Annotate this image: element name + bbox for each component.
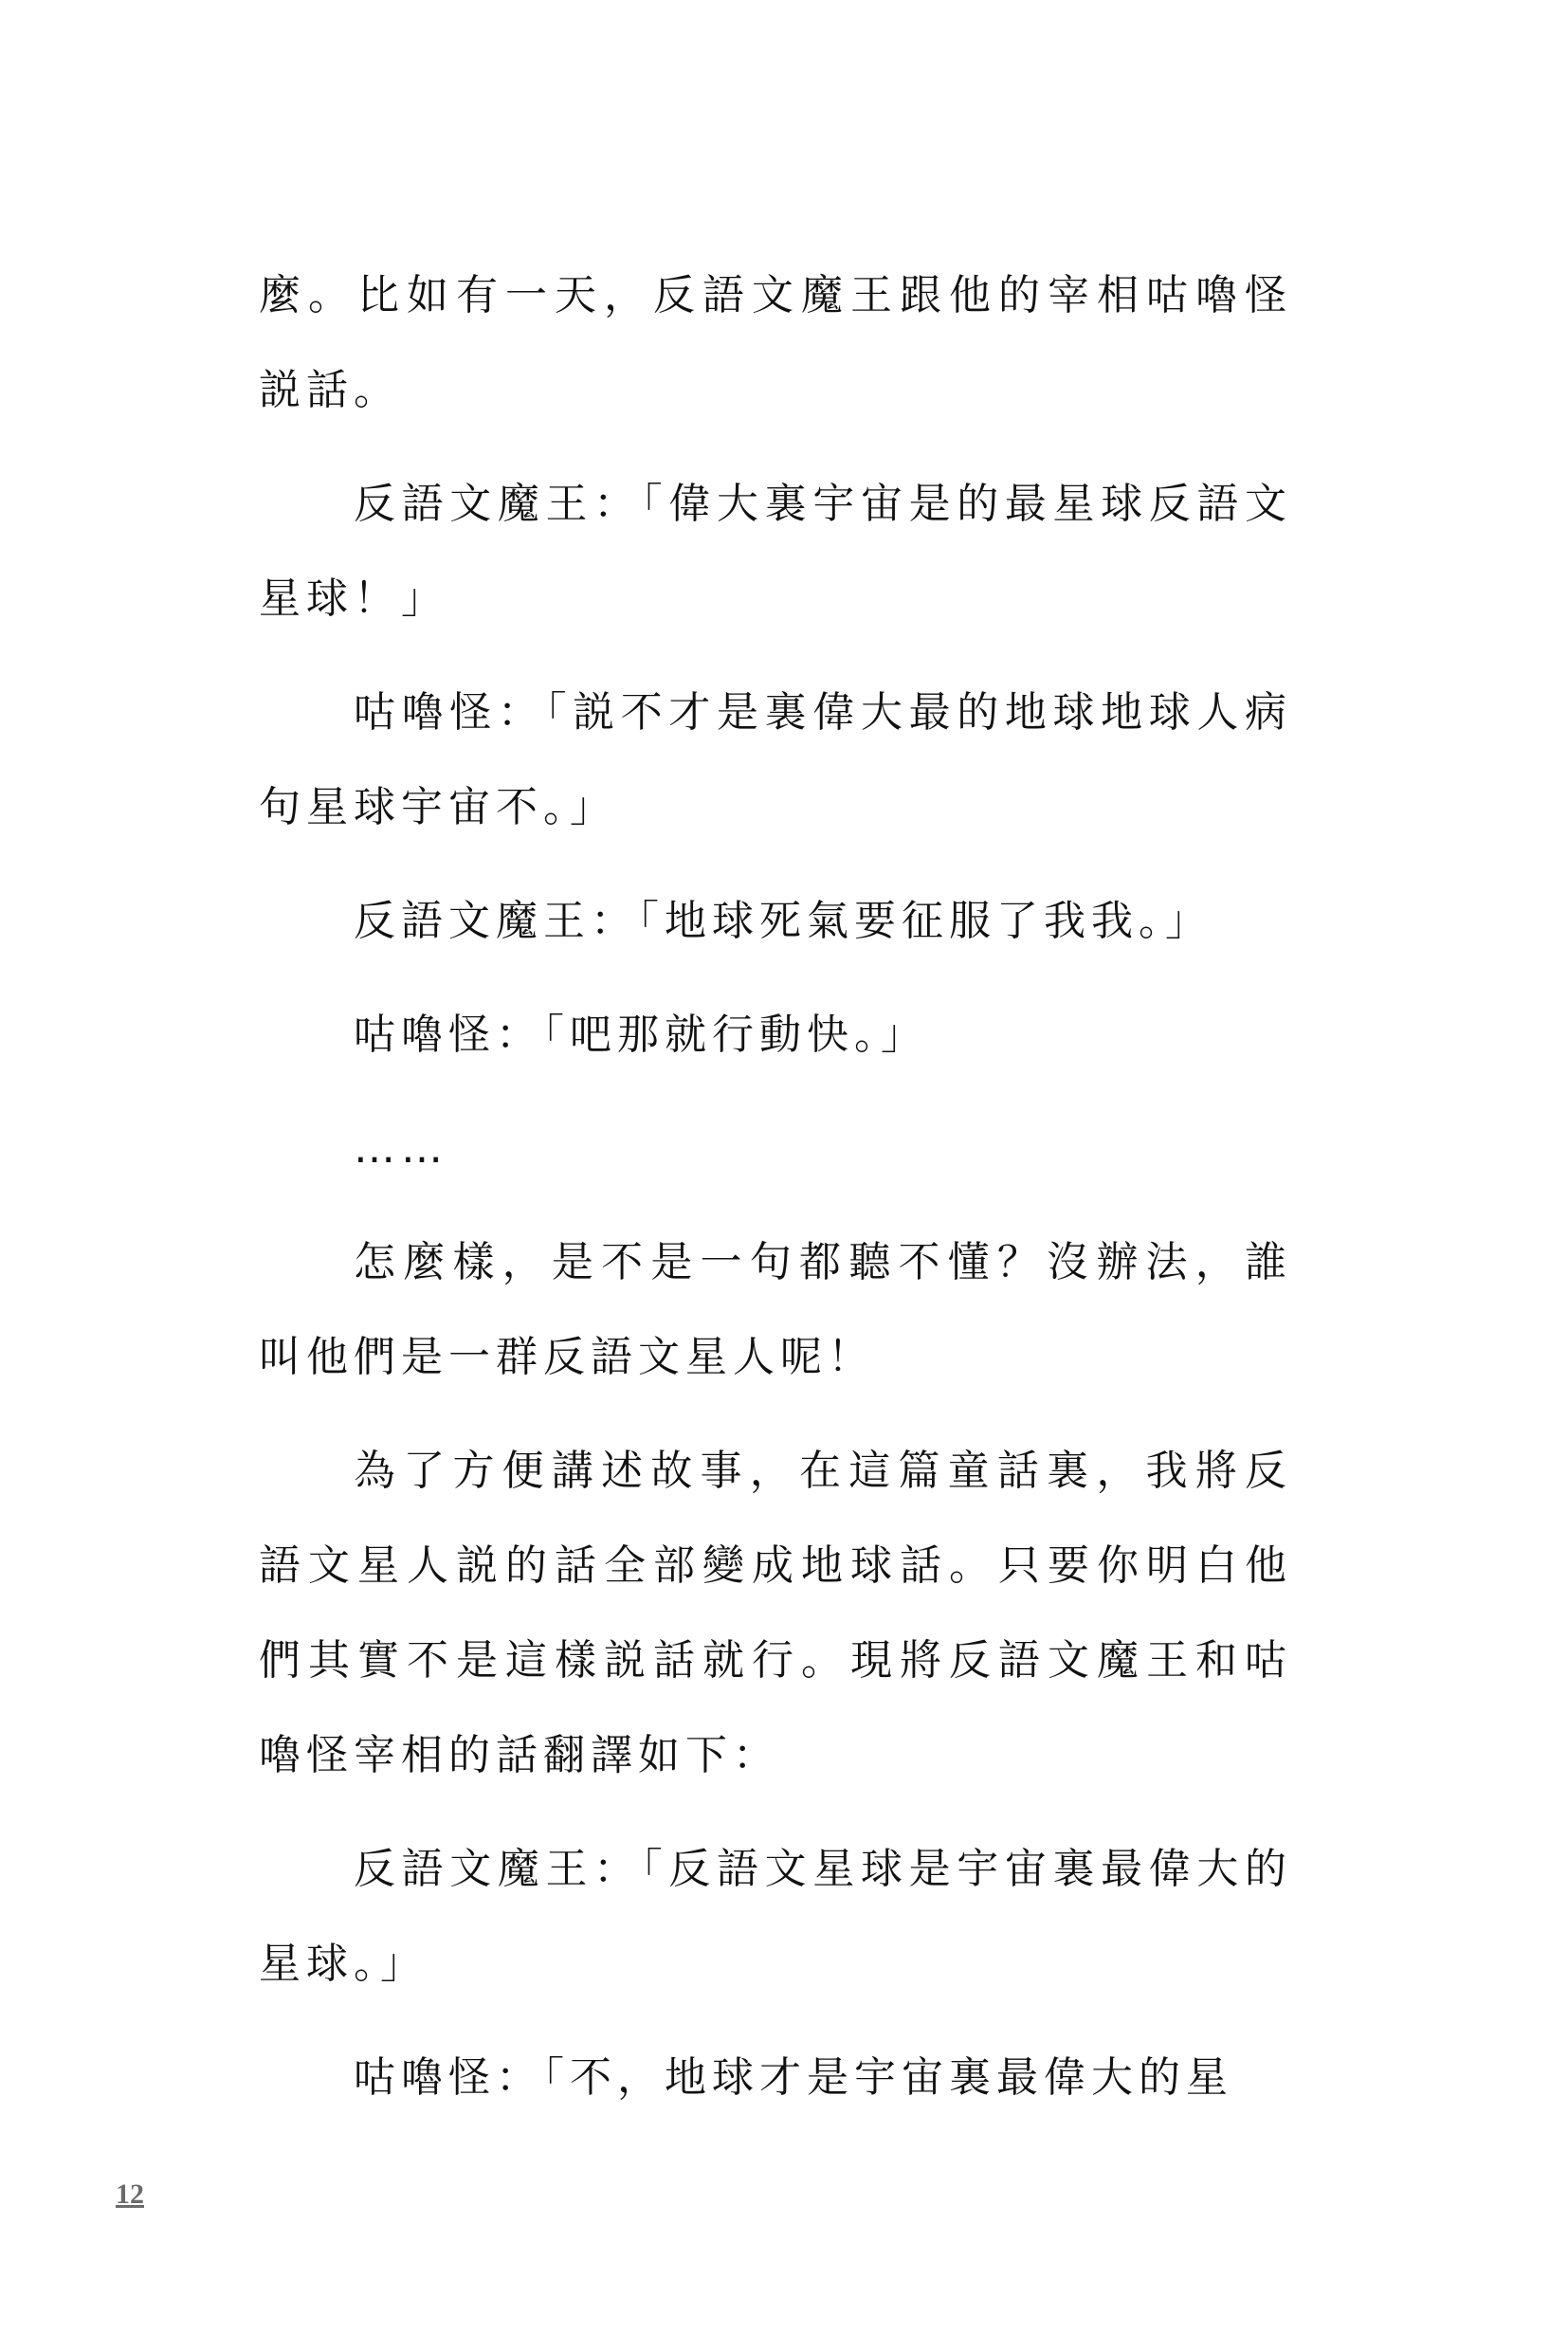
paragraph-6-ellipsis: ……	[354, 1124, 448, 1173]
paragraph-5: 咕嚕怪：「吧那就行動快。」	[354, 1011, 928, 1059]
page-number: 12	[116, 2178, 144, 2210]
paragraph-4: 反語文魔王：「地球死氣要征服了我我。」	[354, 897, 1212, 945]
paragraph-8: 為了方便講述故事，在這篇童話裏，我將反語文星人説的話全部變成地球話。只要你明白他們其實不是這樣説話就行。現將反語文魔王和咕嚕怪宰相的話翻譯如下：	[259, 1447, 1292, 1779]
paragraph-3: 咕嚕怪：「説不才是裏偉大最的地球地球人病句星球宇宙不。」	[259, 688, 1292, 831]
paragraph-9: 反語文魔王：「反語文星球是宇宙裏最偉大的星球。」	[259, 1845, 1292, 1988]
paragraph-7: 怎麼樣，是不是一句都聽不懂？沒辦法，誰叫他們是一群反語文星人呢！	[259, 1238, 1292, 1381]
paragraph-10: 咕嚕怪：「不，地球才是宇宙裏最偉大的星	[354, 2053, 1233, 2102]
paragraph-1: 麼。比如有一天，反語文魔王跟他的宰相咕嚕怪説話。	[259, 271, 1292, 414]
paragraph-2: 反語文魔王：「偉大裏宇宙是的最星球反語文星球！」	[259, 480, 1292, 623]
body-text	[259, 248, 1292, 2144]
